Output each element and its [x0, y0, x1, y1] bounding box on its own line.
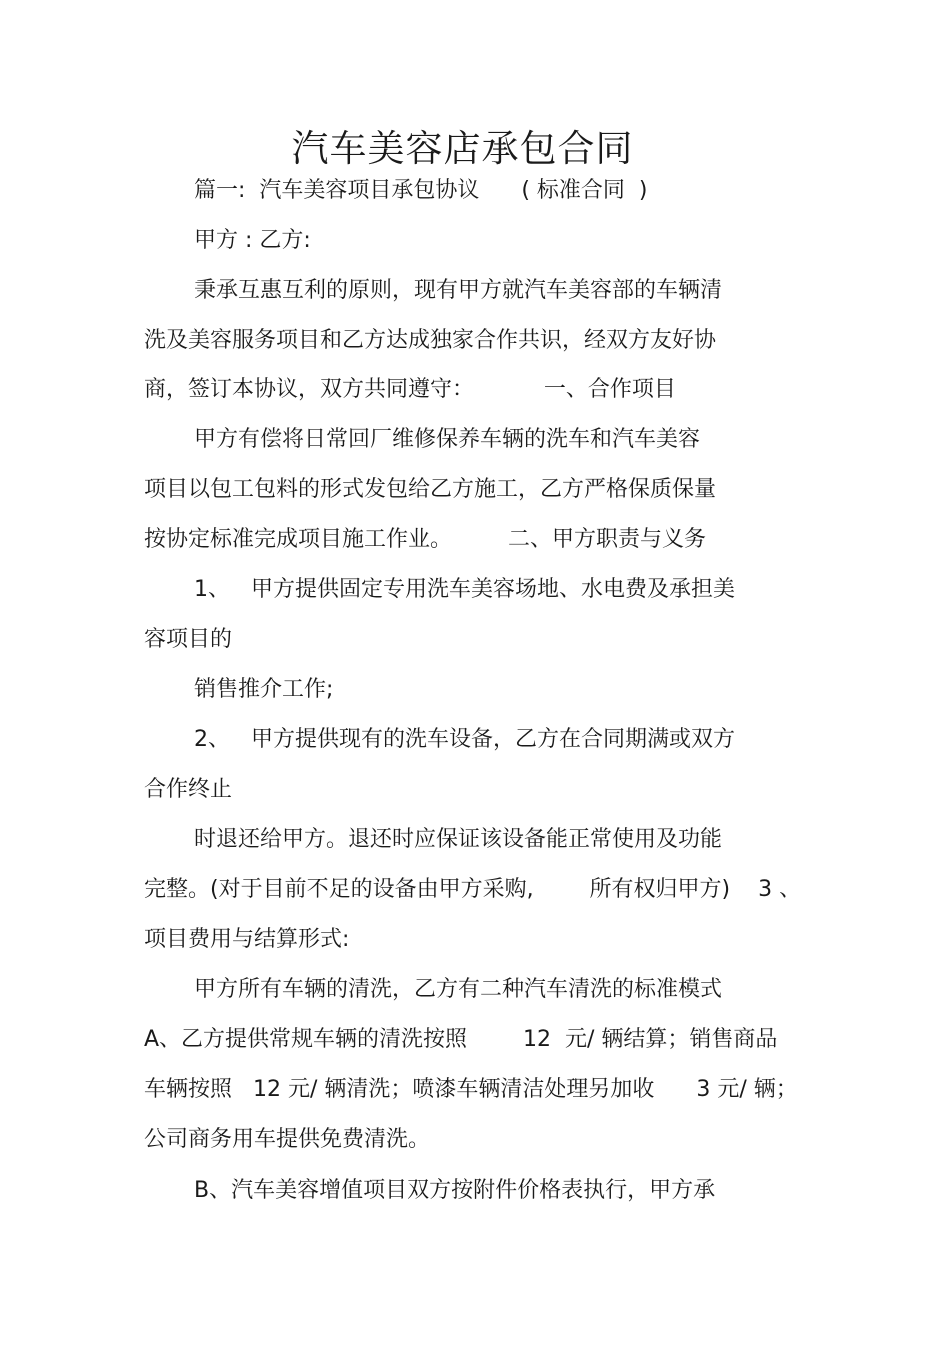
line-3: 秉承互惠互利的原则，现有甲方就汽车美容部的车辆清 — [194, 278, 723, 303]
line-11: 销售推介工作; — [194, 677, 334, 702]
line-5: 商，签订本协议，双方共同遵守： 一、合作项目 — [144, 377, 676, 402]
line-20: 公司商务用车提供免费清洗。 — [144, 1127, 431, 1152]
document-title: 汽车美容店承包合同 — [291, 127, 634, 170]
line-16: 项目费用与结算形式: — [144, 927, 350, 952]
line-14: 时退还给甲方。退还时应保证该设备能正常使用及功能 — [194, 827, 723, 852]
line-21: B、汽车美容增值项目双方按附件价格表执行，甲方承 — [194, 1178, 716, 1203]
line-1: 篇一: 汽车美容项目承包协议 ( 标准合同 ) — [194, 178, 648, 203]
line-19: 车辆按照 12 元/ 辆清洗；喷漆车辆清洁处理另加收 3 元/ 辆； — [144, 1077, 798, 1102]
line-15: 完整。(对于目前不足的设备由甲方采购, 所有权归甲方) 3 、 — [144, 877, 802, 902]
line-18: A、乙方提供常规车辆的清洗按照 12 元/ 辆结算；销售商品 — [144, 1027, 778, 1052]
line-8: 按协定标准完成项目施工作业。 二、甲方职责与义务 — [144, 527, 706, 552]
line-6: 甲方有偿将日常回厂维修保养车辆的洗车和汽车美容 — [194, 427, 701, 452]
line-2: 甲方 : 乙方: — [194, 228, 311, 253]
line-9: 1、 甲方提供固定专用洗车美容场地、水电费及承担美 — [194, 577, 735, 602]
line-4: 洗及美容服务项目和乙方达成独家合作共识，经双方友好协 — [144, 328, 717, 353]
line-13: 合作终止 — [144, 777, 233, 802]
line-12: 2、 甲方提供现有的洗车设备，乙方在合同期满或双方 — [194, 727, 735, 752]
line-10: 容项目的 — [144, 627, 233, 652]
line-7: 项目以包工包料的形式发包给乙方施工，乙方严格保质保量 — [144, 477, 717, 502]
line-17: 甲方所有车辆的清洗，乙方有二种汽车清洗的标准模式 — [194, 977, 723, 1002]
